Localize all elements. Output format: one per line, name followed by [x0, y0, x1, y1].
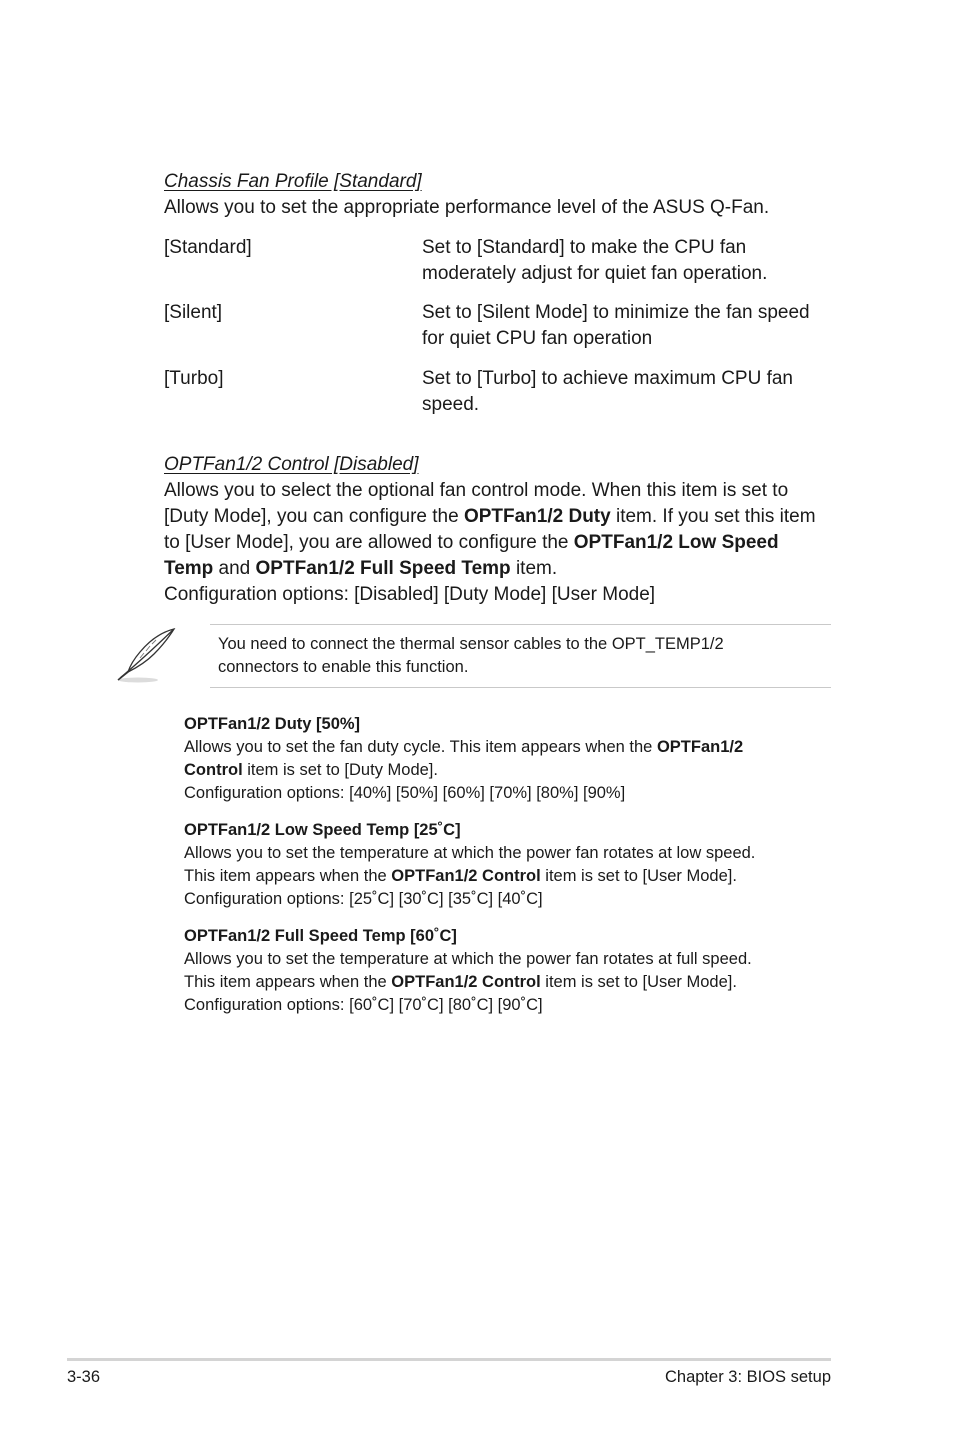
optfan-duty-config: Configuration options: [40%] [50%] [60%] [70%] [80%] [90%]: [184, 784, 626, 802]
chassis-fan-profile-heading: Chassis Fan Profile [Standard]: [164, 171, 422, 192]
note-text: You need to connect the thermal sensor cables to the OPT_TEMP1/2 connectors to enable this function.: [218, 635, 724, 676]
optfan-duty-section: OPTFan1/2 Duty [50%] Allows you to set the fan duty cycle. This item appears when the OPTFan1/2 Control item is set to [Duty Mode]. Configuration options: [40%] [50%] [60%] [70%] [80%] [90%]: [184, 713, 824, 805]
footer-rule: [67, 1358, 831, 1361]
optfan-duty-title: OPTFan1/2 Duty [50%]: [184, 715, 361, 733]
optfan-low-speed-title: OPTFan1/2 Low Speed Temp [25˚C]: [184, 821, 461, 839]
optfan-full-speed-config: Configuration options: [60˚C] [70˚C] [80˚C] [90˚C]: [184, 996, 543, 1014]
feather-pen-icon: [112, 626, 184, 684]
chassis-fan-profile-description: Allows you to set the appropriate performance level of the ASUS Q-Fan.: [164, 197, 770, 218]
option-label-silent: [Silent]: [164, 302, 223, 323]
option-description-turbo: Set to [Turbo] to achieve maximum CPU fan speed.: [422, 368, 794, 415]
optfan-low-speed-section: OPTFan1/2 Low Speed Temp [25˚C] Allows you to set the temperature at which the power fan rotates at low speed. This item appears when the OPTFan1/2 Control item is set to [User Mode]. Configuration options: [25˚C] [30˚C] [35˚C] [40˚C]: [184, 819, 824, 911]
note-bottom-rule: [210, 687, 831, 688]
optfan-config-options: Configuration options: [Disabled] [Duty Mode] [User Mode]: [164, 584, 656, 605]
option-label-turbo: [Turbo]: [164, 368, 224, 389]
option-description-silent: Set to [Silent Mode] to minimize the fan speed for quiet CPU fan operation: [422, 302, 810, 349]
option-description-standard: Set to [Standard] to make the CPU fan moderately adjust for quiet fan operation.: [422, 237, 768, 284]
optfan-low-speed-config: Configuration options: [25˚C] [30˚C] [35˚C] [40˚C]: [184, 890, 543, 908]
chapter-title: Chapter 3: BIOS setup: [664, 1368, 831, 1386]
note-top-rule: [210, 624, 831, 625]
option-label-standard: [Standard]: [164, 237, 252, 258]
optfan-control-description: Allows you to select the optional fan control mode. When this item is set to [Duty Mode], you can configure the OPTFan1/2 Duty item. If you set this item to [User Mode], you are allowed to configure the OPTFan1/2 Low Speed Temp and OPTFan1/2 Full Speed Temp item. Configuration options: [Disabled] [Duty Mode] [User Mode]: [164, 478, 844, 608]
optfan-full-speed-section: OPTFan1/2 Full Speed Temp [60˚C] Allows you to set the temperature at which the power fan rotates at full speed. This item appears when the OPTFan1/2 Control item is set to [User Mode]. Configuration options: [60˚C] [70˚C] [80˚C] [90˚C]: [184, 925, 824, 1017]
optfan-full-speed-title: OPTFan1/2 Full Speed Temp [60˚C]: [184, 927, 457, 945]
optfan-control-heading: OPTFan1/2 Control [Disabled]: [164, 454, 419, 475]
page-number: 3-36: [67, 1368, 101, 1386]
